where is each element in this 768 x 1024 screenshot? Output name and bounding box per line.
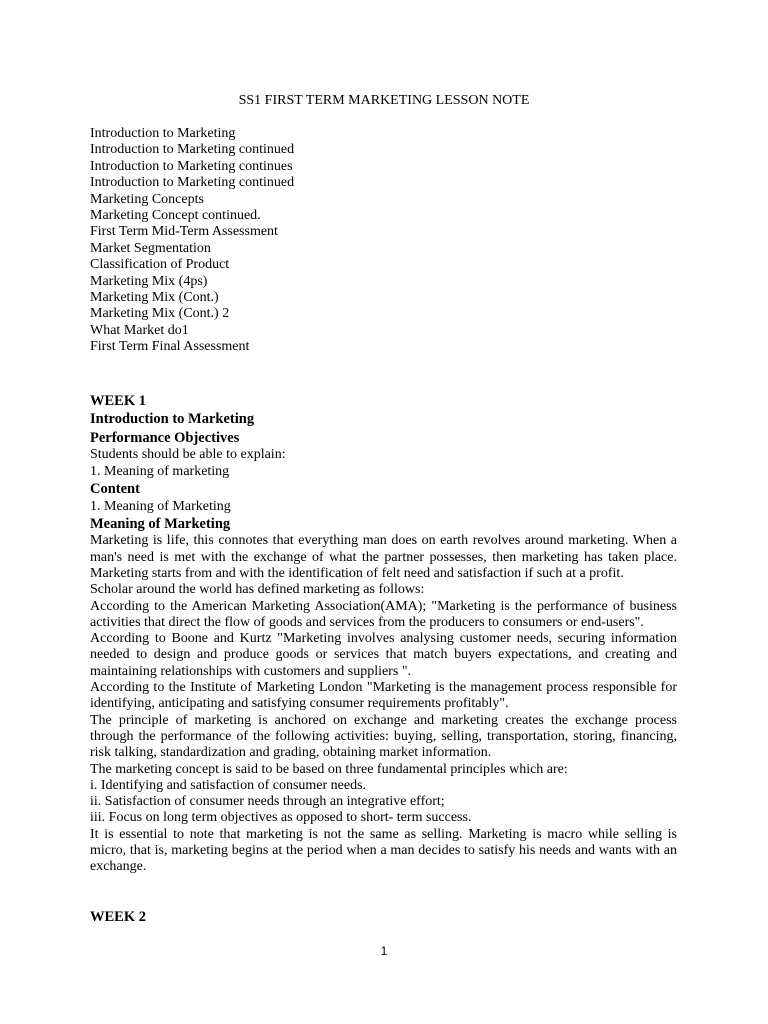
body-paragraph: According to Boone and Kurtz "Marketing involves analysing customer needs, securing information needed to design and produce goods or services that match buyers expectations, and creating and maintaining relationships with customers and suppliers ". [90,631,677,679]
toc-item: Marketing Mix (4ps) [90,273,208,289]
week-heading: WEEK 2 [90,908,146,925]
toc-item: First Term Final Assessment [90,339,250,355]
toc-item: Introduction to Marketing continued [90,142,295,158]
toc-item: Introduction to Marketing continues [90,158,293,174]
week-2-section [90,908,677,927]
table-of-contents [90,126,677,356]
toc-item: What Market do1 [90,322,189,338]
topic-heading: Introduction to Marketing [90,411,255,428]
body-paragraph: According to the American Marketing Association(AMA); "Marketing is the performance of business activities that direct the flow of goods and services from the producers to consumers or end-users". [90,598,677,630]
meaning-heading: Meaning of Marketing [90,515,231,532]
toc-item: First Term Mid-Term Assessment [90,224,278,240]
document-body [90,126,677,926]
toc-item: Introduction to Marketing [90,126,236,141]
toc-item: Market Segmentation [90,240,211,256]
toc-item: Marketing Mix (Cont.) 2 [90,306,230,322]
principle-item: iii. Focus on long term objectives as opposed to short- term success. [90,810,472,826]
week-heading: WEEK 1 [90,392,146,409]
principle-item: i. Identifying and satisfaction of consumer needs. [90,777,367,793]
toc-item: Marketing Concept continued. [90,208,261,224]
content-item: 1. Meaning of Marketing [90,498,231,514]
document-title: SS1 FIRST TERM MARKETING LESSON NOTE [238,93,530,108]
objective-item: 1. Meaning of marketing [90,463,230,479]
toc-item: Classification of Product [90,257,230,273]
toc-item: Introduction to Marketing continued [90,175,295,191]
objectives-intro: Students should be able to explain: [90,447,286,463]
page-number: 1 [380,944,388,958]
toc-item: Marketing Mix (Cont.) [90,290,219,306]
body-paragraph: It is essential to note that marketing is not the same as selling. Marketing is macro while selling is micro, that is, marketing begins at the period when a man decides to satisfy his needs and wants with an exchange. [90,826,677,875]
toc-item: Marketing Concepts [90,191,204,207]
body-paragraph: Scholar around the world has defined marketing as follows: [90,582,425,598]
body-paragraph: According to the Institute of Marketing London "Marketing is the management process responsible for identifying, anticipating and satisfying consumer requirements profitably". [90,680,677,712]
body-paragraph: The marketing concept is said to be based on three fundamental principles which are: [90,761,568,777]
principle-item: ii. Satisfaction of consumer needs through an integrative effort; [90,794,445,810]
body-paragraph: Marketing is life, this connotes that everything man does on earth revolves around marketing. When a man's need is met with the exchange of what the partner possesses, then marketing has taken place. Marketing starts from and with the identification of felt need and satisfaction if such at a profit. [90,533,677,581]
content-heading: Content [90,481,140,497]
week-1-section [90,392,677,876]
objectives-heading: Performance Objectives [90,429,240,446]
body-paragraph: The principle of marketing is anchored on exchange and marketing creates the exchange process through the performance of the following activities: buying, selling, transportation, storing, financing, risk talking, standardization and grading, obtaining market information. [90,712,677,761]
